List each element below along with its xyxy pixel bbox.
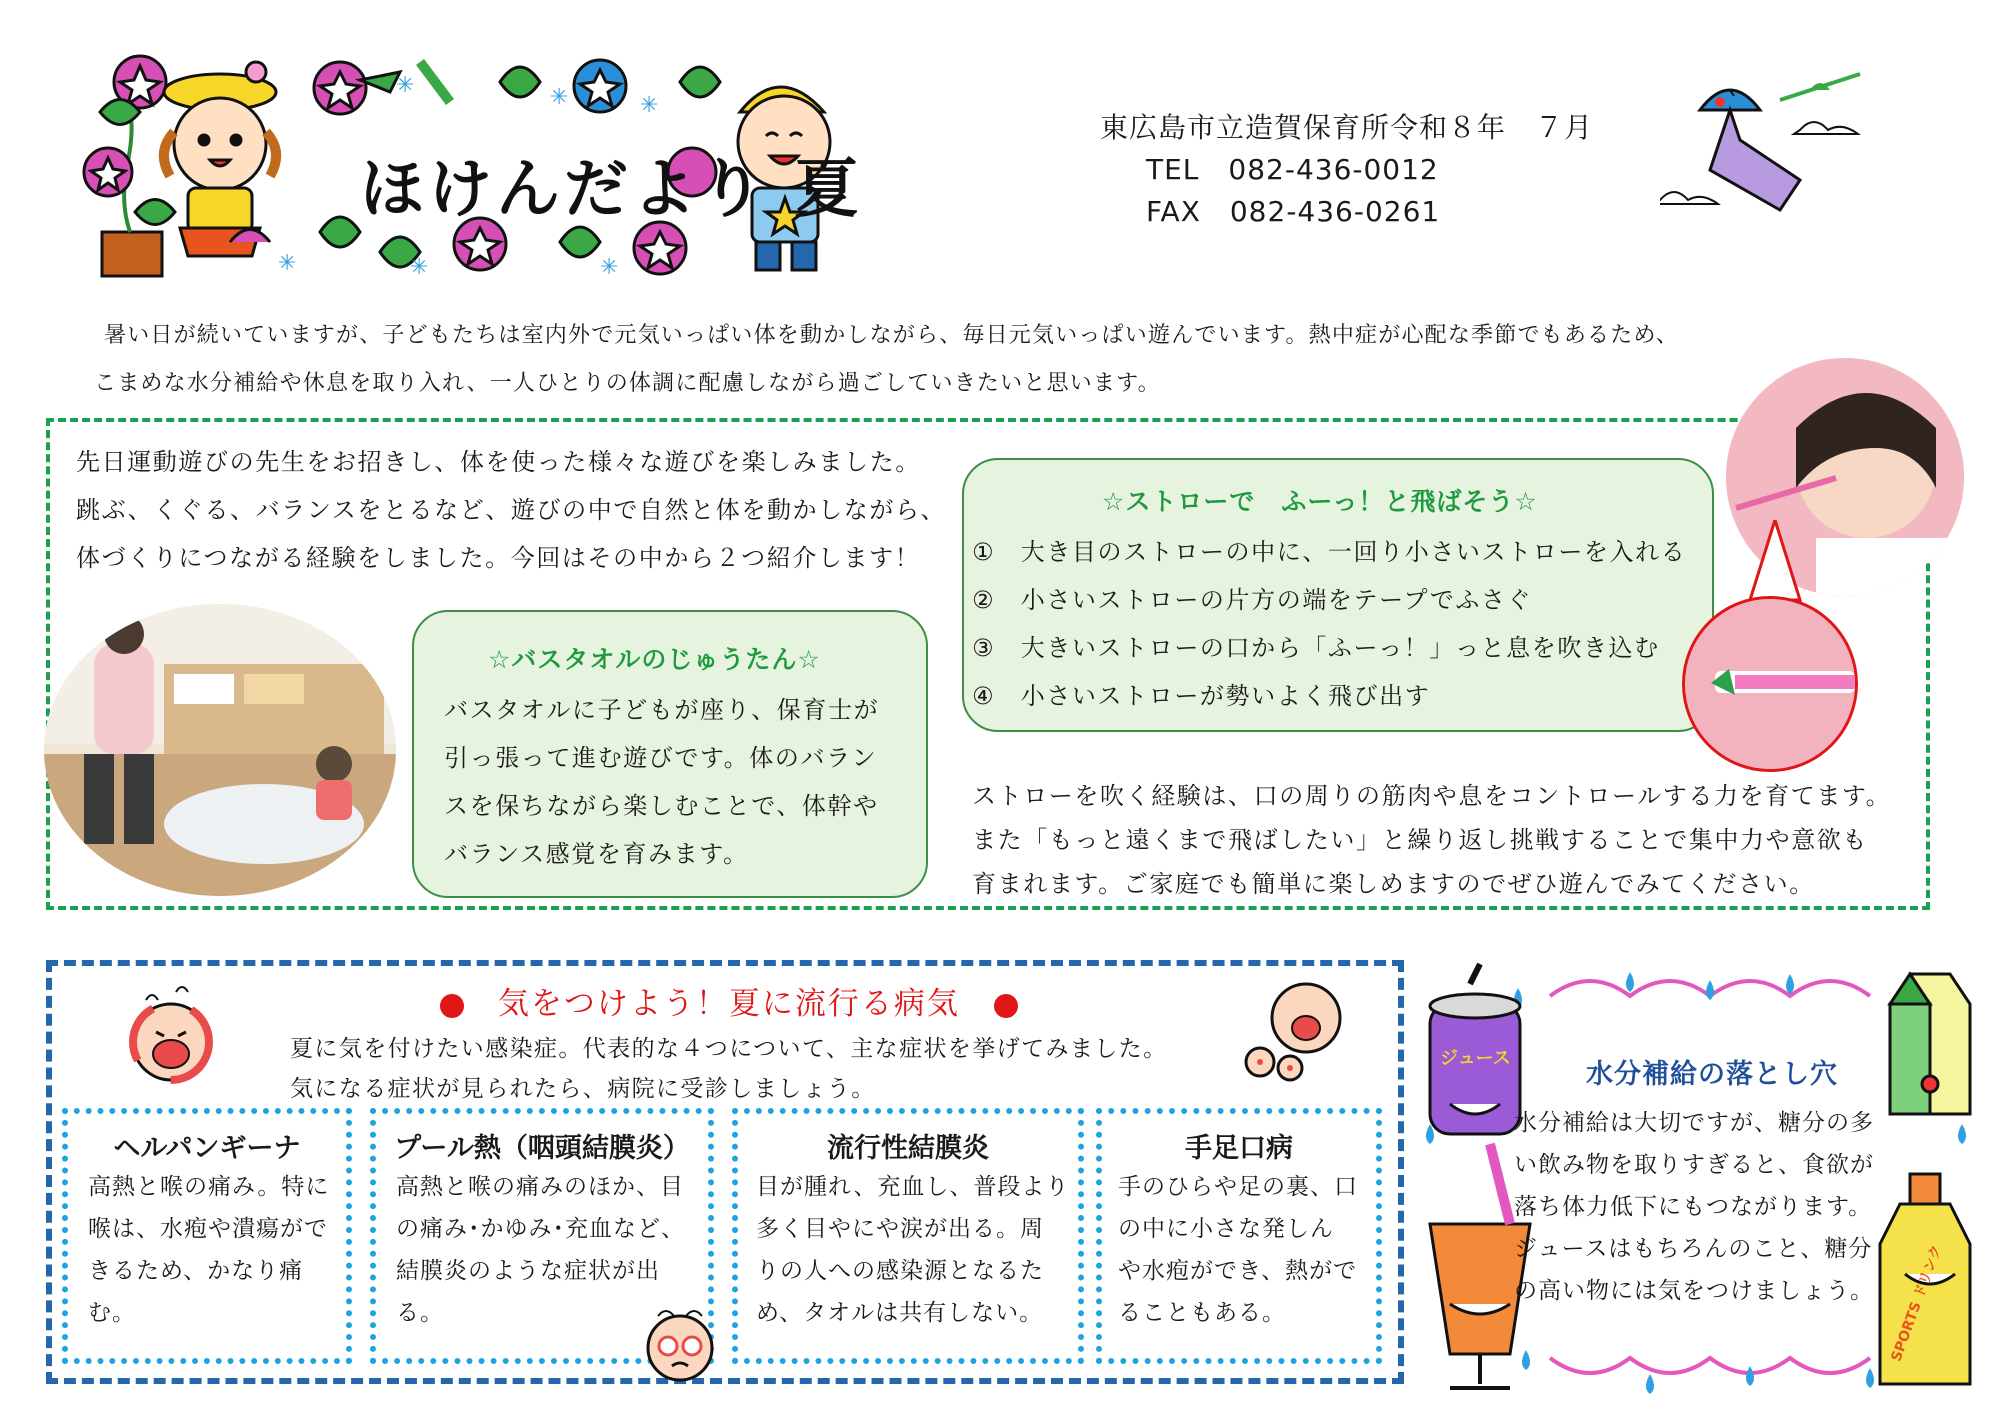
intro-line-1: 暑い日が続いていますが、子どもたちは室内外で元気いっぱい体を動かしながら、毎日元気いっぱい遊んでいます。熱中症が心配な季節でもあるため、 [104,323,1679,348]
disease-1-line-4: む。 [88,1300,136,1326]
water-line-4: ジュースはもちろんのこと、糖分 [1514,1236,1873,1262]
towel-line-3: スを保ちながら楽しむことで、体幹や [444,792,879,820]
straw-step-2: ② 小さいストローの片方の端をテープでふさぐ [972,586,1533,614]
exercise-line-1: 先日運動遊びの先生をお招きし、体を使った様々な遊びを楽しみました。 [76,448,921,476]
straw-game-title: ☆ストローで ふーっ！と飛ばそう☆ [1102,487,1538,516]
red-dot-icon [994,994,1018,1018]
disease-name-3: 流行性結膜炎 [827,1133,989,1164]
water-line-2: い飲み物を取りすぎると、食欲が [1514,1152,1874,1178]
water-line-1: 水分補給は大切ですが、糖分の多 [1514,1110,1874,1136]
straw-benefit-2: また「もっと遠くまで飛ばしたい」と繰り返し挑戦することで集中力や意欲も [972,826,1868,854]
water-line-5: の高い物には気をつけましょう。 [1514,1278,1874,1304]
exercise-line-2: 跳ぶ、くぐる、バランスをとるなど、遊びの中で自然と体を動かしながら、 [76,496,947,524]
towel-line-2: 引っ張って進む遊びです。体のバラン [444,744,878,772]
water-title: 水分補給の落とし穴 [1586,1059,1838,1090]
fax-line: FAX 082-436-0261 [1146,195,1441,228]
disease-name-1: ヘルパンギーナ [113,1133,301,1164]
towel-game-title: ☆バスタオルのじゅうたん☆ [488,645,821,674]
wind-chime-illustration [1660,70,1880,230]
svg-text:✳: ✳ [396,73,415,98]
illness-intro-1: 夏に気を付けたい感染症。代表的な４つについて、主な症状を挙げてみました。 [290,1036,1168,1062]
disease-2-line-3: 結膜炎のような症状が出 [396,1258,660,1284]
sick-child-icon [628,1302,732,1394]
disease-3-line-1: 目が腫れ、充血し、普段より [756,1174,1070,1200]
sports-bottle-label: SPORTS ドリンク [1888,1242,1946,1364]
exercise-line-3: 体づくりにつながる経験をしました。今回はその中から２つ紹介します！ [76,544,921,572]
water-line-3: 落ち体力低下にもつながります。 [1514,1194,1873,1220]
issuer-line: 東広島市立造賀保育所令和８年 ７月 [1100,111,1594,144]
illness-title-text: 気をつけよう！夏に流行る病気 [497,986,960,1022]
towel-game-photo [44,604,396,896]
disease-1-line-1: 高熱と喉の痛み。特に [88,1174,330,1200]
svg-text:✳: ✳ [278,251,297,276]
straw-step-3: ③ 大きいストローの口から「ふーっ！」っと息を吹き込む [972,634,1660,662]
intro-line-2: こまめな水分補給や休息を取り入れ、一人ひとりの体調に配慮しながら過ごしていきたいと思います。 [94,371,1161,396]
illness-title [440,978,1018,1023]
straw-step-1: ① 大き目のストローの中に、一回り小さいストローを入れる [972,538,1687,566]
disease-name-2: プール熱（咽頭結膜炎） [394,1133,690,1164]
straw-closeup-photo [1682,596,1858,772]
illness-intro-2: 気になる症状が見られたら、病院に受診しましょう。 [290,1076,876,1102]
towel-line-4: バランス感覚を育みます。 [444,840,749,868]
svg-text:✳: ✳ [410,255,429,280]
disease-4-line-4: ることもある。 [1118,1300,1286,1326]
disease-2-line-4: る。 [396,1300,444,1326]
straw-step-4: ④ 小さいストローが勢いよく飛び出す [972,682,1431,710]
red-dot-icon [440,994,464,1018]
straw-benefit-3: 育まれます。ご家庭でも簡単に楽しめますのでぜひ遊んでみてください。 [972,870,1815,898]
tel-line: TEL 082-436-0012 [1146,153,1439,186]
crying-child-right-icon [1236,976,1352,1086]
juice-can-label: ジュース [1440,1048,1511,1069]
crying-child-left-icon [116,982,226,1092]
svg-text:✳: ✳ [550,85,569,110]
disease-2-line-1: 高熱と喉の痛みのほか、目 [396,1174,684,1200]
disease-3-line-3: りの人への感染源となるた [756,1258,1044,1284]
svg-text:✳: ✳ [640,93,659,118]
disease-2-line-2: の痛み･かゆみ･充血など、 [396,1216,685,1242]
disease-3-line-4: め、タオルは共有しない。 [756,1300,1044,1326]
disease-3-line-2: 多く目やにや涙が出る。周 [756,1216,1044,1242]
disease-4-line-3: や水疱ができ、熱がで [1118,1258,1358,1284]
towel-line-1: バスタオルに子どもが座り、保育士が [444,696,880,724]
svg-text:✳: ✳ [600,255,619,280]
page-title: ほけんだより 夏 [360,153,863,227]
disease-4-line-2: の中に小さな発しん [1118,1216,1334,1242]
disease-4-line-1: 手のひらや足の裏、口 [1118,1174,1358,1200]
disease-1-line-3: きるため、かなり痛 [88,1258,304,1284]
disease-1-line-2: 喉は、水疱や潰瘍がで [88,1216,328,1242]
disease-name-4: 手足口病 [1185,1133,1293,1164]
straw-benefit-1: ストローを吹く経験は、口の周りの筋肉や息をコントロールする力を育てます。 [972,782,1892,810]
